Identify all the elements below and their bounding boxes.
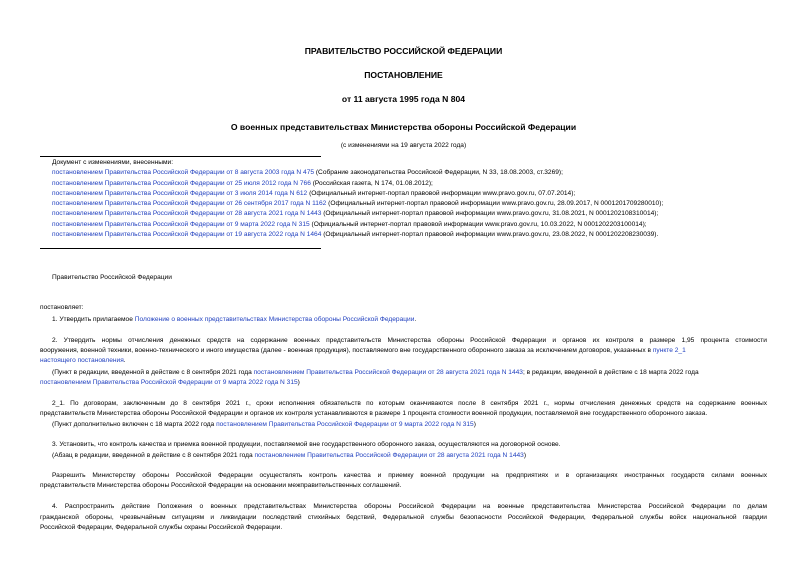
paragraph-2-line-3: [40, 357, 126, 364]
change-list-intro: Документ с изменениями, внесенными:: [52, 159, 174, 166]
note-text: (Абзац в редакции, введенной в действие с 8 сентября 2021 года: [52, 452, 255, 459]
decrees-line: постановляет:: [40, 304, 84, 311]
paragraph-3: 3. Установить, что контроль качества и приемка военной продукции, поставляемой вне государственного оборонного заказа, осуществляются на договорной основе.: [52, 441, 561, 448]
change-note: (Собрание законодательства Российской Федерации, N 33, 18.08.2003, ст.3269);: [314, 169, 563, 177]
paragraph-2-1-line-2: представительств Министерства обороны Российской Федерации и органов их контроля устанавливаются в размере 1 процента стоимости военной продукции, поставляемой вне государственного оборонного заказа.: [40, 410, 708, 417]
paragraph-4-line-1: 4. Распространить действие Положения о военных представительствах Министерства обороны Российской Федерации на военные представительства Министерства Российской Федерации по делам: [52, 503, 767, 510]
change-link[interactable]: постановлением Правительства Российской Федерации от 8 августа 2003 года N 475: [52, 169, 315, 177]
revision-note: (с изменениями на 19 августа 2022 года): [340, 142, 467, 149]
this-decree-link[interactable]: настоящего постановления: [40, 357, 124, 364]
issuer-line: Правительство Российской Федерации: [52, 274, 172, 281]
separator-top: [40, 156, 321, 157]
document-title: О военных представительствах Министерства обороны Российской Федерации: [230, 122, 577, 132]
note-text: ): [523, 452, 527, 459]
change-note: (Официальный интернет-портал правовой информации www.pravo.gov.ru, 07.07.2014);: [307, 189, 576, 197]
paragraph-2-end: .: [123, 357, 126, 364]
regulation-link[interactable]: Положение о военных представительствах Министерства обороны Российской Федерации: [134, 316, 415, 323]
change-link[interactable]: постановлением Правительства Российской Федерации от 19 августа 2022 года N 1464: [52, 231, 322, 239]
paragraph-2-note-line-1: [52, 369, 699, 376]
paragraph-2-line-1: 2. Утвердить нормы отчисления денежных средств на содержание военных представительств Министерства обороны Российской Федерации и органов их контроля в размере 1,95 процента стоимости: [52, 337, 767, 344]
note-text: (Пункт в редакции, введенной в действие с 8 сентября 2021 года: [52, 369, 254, 376]
paragraph-1-text: 1. Утвердить прилагаемое: [52, 316, 135, 323]
paragraph-3-note: [52, 452, 526, 459]
change-link[interactable]: постановлением Правительства Российской Федерации от 25 июля 2012 года N 766: [52, 179, 311, 187]
paragraph-1: [52, 316, 416, 323]
clause-2-1-link[interactable]: пункте 2_1: [652, 347, 686, 354]
change-item: [52, 209, 663, 219]
document-type: ПОСТАНОВЛЕНИЕ: [364, 70, 443, 80]
change-link[interactable]: постановлением Правительства Российской Федерации от 26 сентября 2017 года N 1162: [52, 200, 327, 208]
paragraph-3b-line-1: Разрешить Министерству обороны Российской Федерации осуществлять контроль качества и приемку военной продукции на предприятиях и в организациях иностранных государств силами военных: [52, 472, 767, 479]
change-list: [52, 158, 663, 240]
paragraph-1-end: .: [414, 316, 417, 323]
change-note: (Официальный интернет-портал правовой информации www.pravo.gov.ru, 31.08.2021, N 0001202108310014);: [321, 210, 659, 218]
note-text: ; в редакции, введенной в действие с 18 марта 2022 года: [522, 369, 699, 376]
amendment-link[interactable]: постановлением Правительства Российской Федерации от 28 августа 2021 года N 1443: [254, 452, 524, 459]
paragraph-3b-line-2: представительств Министерства обороны Российской Федерации на основании межправительственных соглашений.: [40, 482, 402, 489]
change-item: [52, 199, 663, 209]
paragraph-4-line-3: Российской Федерации, Федеральной службы охраны Российской Федерации.: [40, 524, 283, 531]
change-note: (Официальный интернет-портал правовой информации www.pravo.gov.ru, 23.08.2022, N 0001202208230039).: [321, 231, 659, 239]
note-text: ): [473, 421, 476, 428]
change-item: [52, 189, 663, 199]
paragraph-2-text: вооружения, военной техники, военно-технического и иного имущества (далее - военная продукция), поставляемого вне государственного оборонного заказа за исключением договоров, указанных в: [40, 347, 653, 354]
paragraph-2-1-note: [52, 421, 476, 428]
change-item: [52, 179, 663, 189]
change-note: (Официальный интернет-портал правовой информации www.pravo.gov.ru, 10.03.2022, N 0001202203100014);: [309, 220, 647, 228]
change-link[interactable]: постановлением Правительства Российской Федерации от 28 августа 2021 года N 1443: [52, 210, 322, 218]
amendment-link[interactable]: постановлением Правительства Российской Федерации от 28 августа 2021 года N 1443: [253, 369, 523, 376]
document-date-number: от 11 августа 1995 года N 804: [341, 94, 466, 104]
change-note: (Официальный интернет-портал правовой информации www.pravo.gov.ru, 28.09.2017, N 0001201709280010);: [326, 200, 664, 208]
change-item: [52, 220, 663, 230]
change-item: [52, 230, 663, 240]
change-link[interactable]: постановлением Правительства Российской Федерации от 9 марта 2022 года N 315: [52, 220, 310, 228]
note-text: (Пункт дополнительно включен с 18 марта 2022 года: [52, 421, 217, 428]
change-link[interactable]: постановлением Правительства Российской Федерации от 3 июля 2014 года N 612: [52, 189, 308, 197]
paragraph-2-1-line-1: 2_1. По договорам, заключенным до 8 сентября 2021 г., сроки исполнения обязательств по которым оканчиваются после 8 сентября 2021 г., нормы отчисления денежных средств на содержание военных: [52, 400, 767, 407]
change-note: (Российская газета, N 174, 01.08.2012);: [310, 179, 433, 187]
paragraph-4-line-2: гражданской обороны, чрезвычайным ситуациям и ликвидации последствий стихийных бедствий, Федеральной службы безопасности Российской Федерации, Федеральной службы войск национальной гвардии: [40, 514, 767, 521]
separator-bottom: [40, 248, 321, 249]
amendment-link[interactable]: постановлением Правительства Российской Федерации от 9 марта 2022 года N 315: [216, 421, 474, 428]
paragraph-2-line-2: [40, 347, 686, 354]
paragraph-2-note-line-2: [40, 379, 300, 386]
note-text: ): [297, 379, 300, 386]
change-item: [52, 168, 663, 178]
authority-heading: ПРАВИТЕЛЬСТВО РОССИЙСКОЙ ФЕДЕРАЦИИ: [304, 46, 503, 56]
amendment-link[interactable]: постановлением Правительства Российской Федерации от 9 марта 2022 года N 315: [40, 379, 298, 386]
